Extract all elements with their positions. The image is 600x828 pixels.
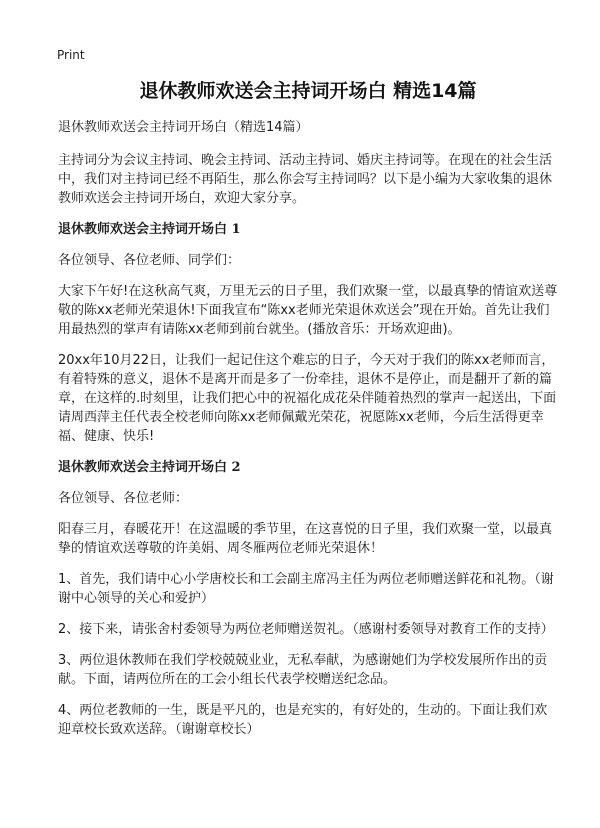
section-2-list-item: 3、两位退休教师在我们学校兢兢业业，无私奉献，为感谢她们为学校发展所作出的贡献。下面，请两位所在的工会小组长代表学校赠送纪念品。: [58, 653, 548, 687]
section-2-list-item: 1、首先，我们请中心小学唐校长和工会副主席冯主任为两位老师赠送鲜花和礼物。（谢谢中心领导的关心和爱护）: [58, 572, 554, 606]
section-1-paragraph: 20xx年10月22日，让我们一起记住这个难忘的日子，今天对于我们的陈xx老师而言，有着特殊的意义，退休不是离开而是多了一份牵挂，退休不是停止，而是翻开了新的篇章，在这样的.时刻里，让我们把心中的祝福化成花朵伴随着热烈的掌声一起送出，下面请周西萍主任代表全校老师向陈xx老师佩戴光荣花，祝愿陈xx老师，今后生活得更幸福、健康、快乐!: [58, 353, 557, 444]
document-subtitle: 退休教师欢送会主持词开场白（精选14篇）: [58, 120, 309, 135]
section-heading-1: 退休教师欢送会主持词开场白 1: [58, 222, 241, 237]
section-2-list-item: 2、接下来，请张舍村委领导为两位老师赠送贺礼。（感谢村委领导对教育工作的支持）: [58, 622, 554, 637]
section-2-paragraph: 各位领导、各位老师：: [58, 491, 189, 506]
document-title: 退休教师欢送会主持词开场白 精选14篇: [139, 80, 477, 102]
print-label[interactable]: Print: [57, 48, 85, 62]
intro-paragraph: 主持词分为会议主持词、晚会主持词、活动主持词、婚庆主持词等。在现在的社会生活中，我们对主持词已经不再陌生，那么你会写主持词吗？以下是小编为大家收集的退休教师欢送会主持词开场白，欢迎大家分享。: [58, 153, 553, 206]
section-heading-2: 退休教师欢送会主持词开场白 2: [58, 460, 241, 475]
section-1-paragraph: 各位领导、各位老师、同学们：: [58, 253, 241, 268]
section-1-paragraph: 大家下午好!在这秋高气爽，万里无云的日子里，我们欢聚一堂，以最真挚的情谊欢送尊敬的陈xx老师光荣退休!下面我宣布“陈xx老师光荣退休欢送会”现在开始。首先让我们用最热烈的掌声有请陈xx老师到前台就坐。(播放音乐：开场欢迎曲)。: [58, 284, 558, 337]
document-content: [58, 118, 558, 751]
section-2-paragraph: 阳春三月，春暖花开！在这温暖的季节里，在这喜悦的日子里，我们欢聚一堂，以最真挚的情谊欢送尊敬的许美娟、周冬雁两位老师光荣退休！: [58, 522, 553, 556]
section-2-list-item: 4、两位老教师的一生，既是平凡的，也是充实的，有好处的，生动的。下面让我们欢迎章校长致欢送辞。（谢谢章校长）: [58, 703, 548, 737]
